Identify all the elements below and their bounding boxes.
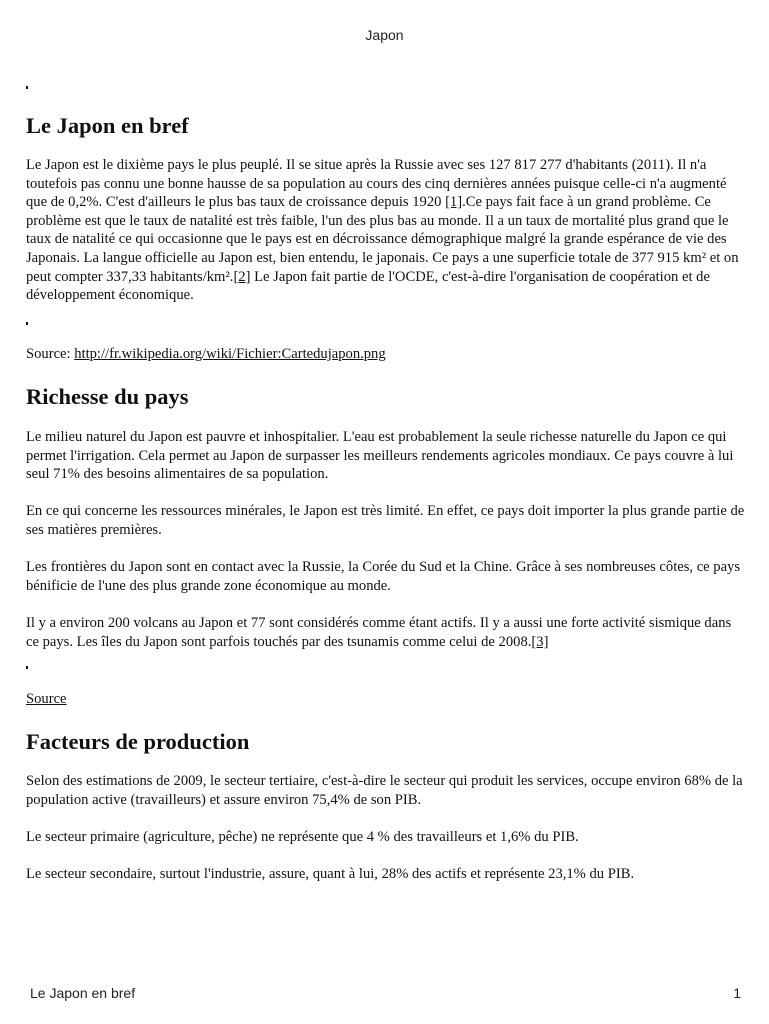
source-label: Source: <box>26 346 75 362</box>
section2-source <box>26 690 746 709</box>
section2-paragraph-2: En ce qui concerne les ressources minérales, le Japon est très limité. En effet, ce pays doit importer la plus grande partie de ses matières premières. <box>26 503 745 538</box>
section3-paragraph-2: Le secteur primaire (agriculture, pêche) ne représente que 4 % des travailleurs et 1,6% du PIB. <box>26 829 579 845</box>
image-placeholder-dot <box>26 322 28 325</box>
section3-paragraph-3: Le secteur secondaire, surtout l'industrie, assure, quant à lui, 28% des actifs et représente 23,1% du PIB. <box>26 866 635 882</box>
section2-paragraph-4-text: Il y a environ 200 volcans au Japon et 77 sont considérés comme étant actifs. Il y a aussi une forte activité sismique dans ce pays. Les îles du Japon sont parfois touchés par des tsunamis comme celui de 2008. <box>26 615 732 650</box>
page-number: 1 <box>733 985 741 1001</box>
reference-link-3[interactable]: [3] <box>531 633 549 650</box>
section2-paragraph-4 <box>26 614 746 651</box>
section1-text-a: Le Japon est le dixième pays le plus peuplé. Il se situe après la Russie avec ses 127 817 277 d'habitants (2011). Il n'a toutefois pas connu une bonne hausse de sa population au cours des cinq dernières années puisque celle-ci n'a augmenté que de 0,2%. C'est d'ailleurs le plus bas taux de croissance depuis 1920 <box>26 157 727 211</box>
image-placeholder-dot <box>26 666 28 669</box>
section2-paragraph-1: Le milieu naturel du Japon est pauvre et inhospitalier. L'eau est probablement la seule richesse naturelle du Japon ce qui permet l'irrigation. Cela permet au Japon de surpasser les meilleurs rendements agricoles mondiaux. Ce pays couvre à lui seul 71% des besoins alimentaires de sa population. <box>26 429 734 483</box>
section3-paragraph-1: Selon des estimations de 2009, le secteur tertiaire, c'est-à-dire le secteur qui produit les services, occupe environ 68% de la population active (travailleurs) et assure environ 75,4% de son PIB. <box>26 773 743 808</box>
section2-paragraph-3: Les frontières du Japon sont en contact avec la Russie, la Corée du Sud et la Chine. Grâce à ses nombreuses côtes, ce pays bénificie de l'une des plus grande zone économique au monde. <box>26 559 741 594</box>
image-placeholder-dot <box>26 86 28 89</box>
section1-text-c: Le Japon fait partie de l'OCDE, c'est-à-dire l'organisation de coopération et de développement économique. <box>26 268 710 304</box>
source-link[interactable]: Source <box>26 691 67 707</box>
section-heading-richesse-du-pays: Richesse du pays <box>26 384 189 409</box>
page-header-title: Japon <box>365 27 404 43</box>
section1-paragraph <box>26 156 746 305</box>
page-footer-title: Le Japon en bref <box>30 985 136 1001</box>
section1-text-b: .Ce pays fait face à un grand problème. Ce problème est que le taux de natalité est très faible, l'un des plus bas au monde. Il a un taux de mortalité plus grand que le taux de natalité ce qui occasionne que le pays est en décroissance démographique malgré la grande espérance de vie des Japonais. La langue officielle au Japon est, bien entendu, le japonais. Ce pays a une superficie totale de 377 915 km² et on peut compter 337,33 habitants/km². <box>26 194 739 285</box>
section-heading-japon-en-bref: Le Japon en bref <box>26 113 189 138</box>
source-url-link[interactable]: http://fr.wikipedia.org/wiki/Fichier:Cartedujapon.png <box>74 346 386 362</box>
reference-link-2[interactable]: [2] <box>233 268 251 285</box>
section-heading-facteurs-de-production: Facteurs de production <box>26 729 250 754</box>
section1-source <box>26 345 746 364</box>
reference-link-1[interactable]: [1] <box>445 194 463 211</box>
